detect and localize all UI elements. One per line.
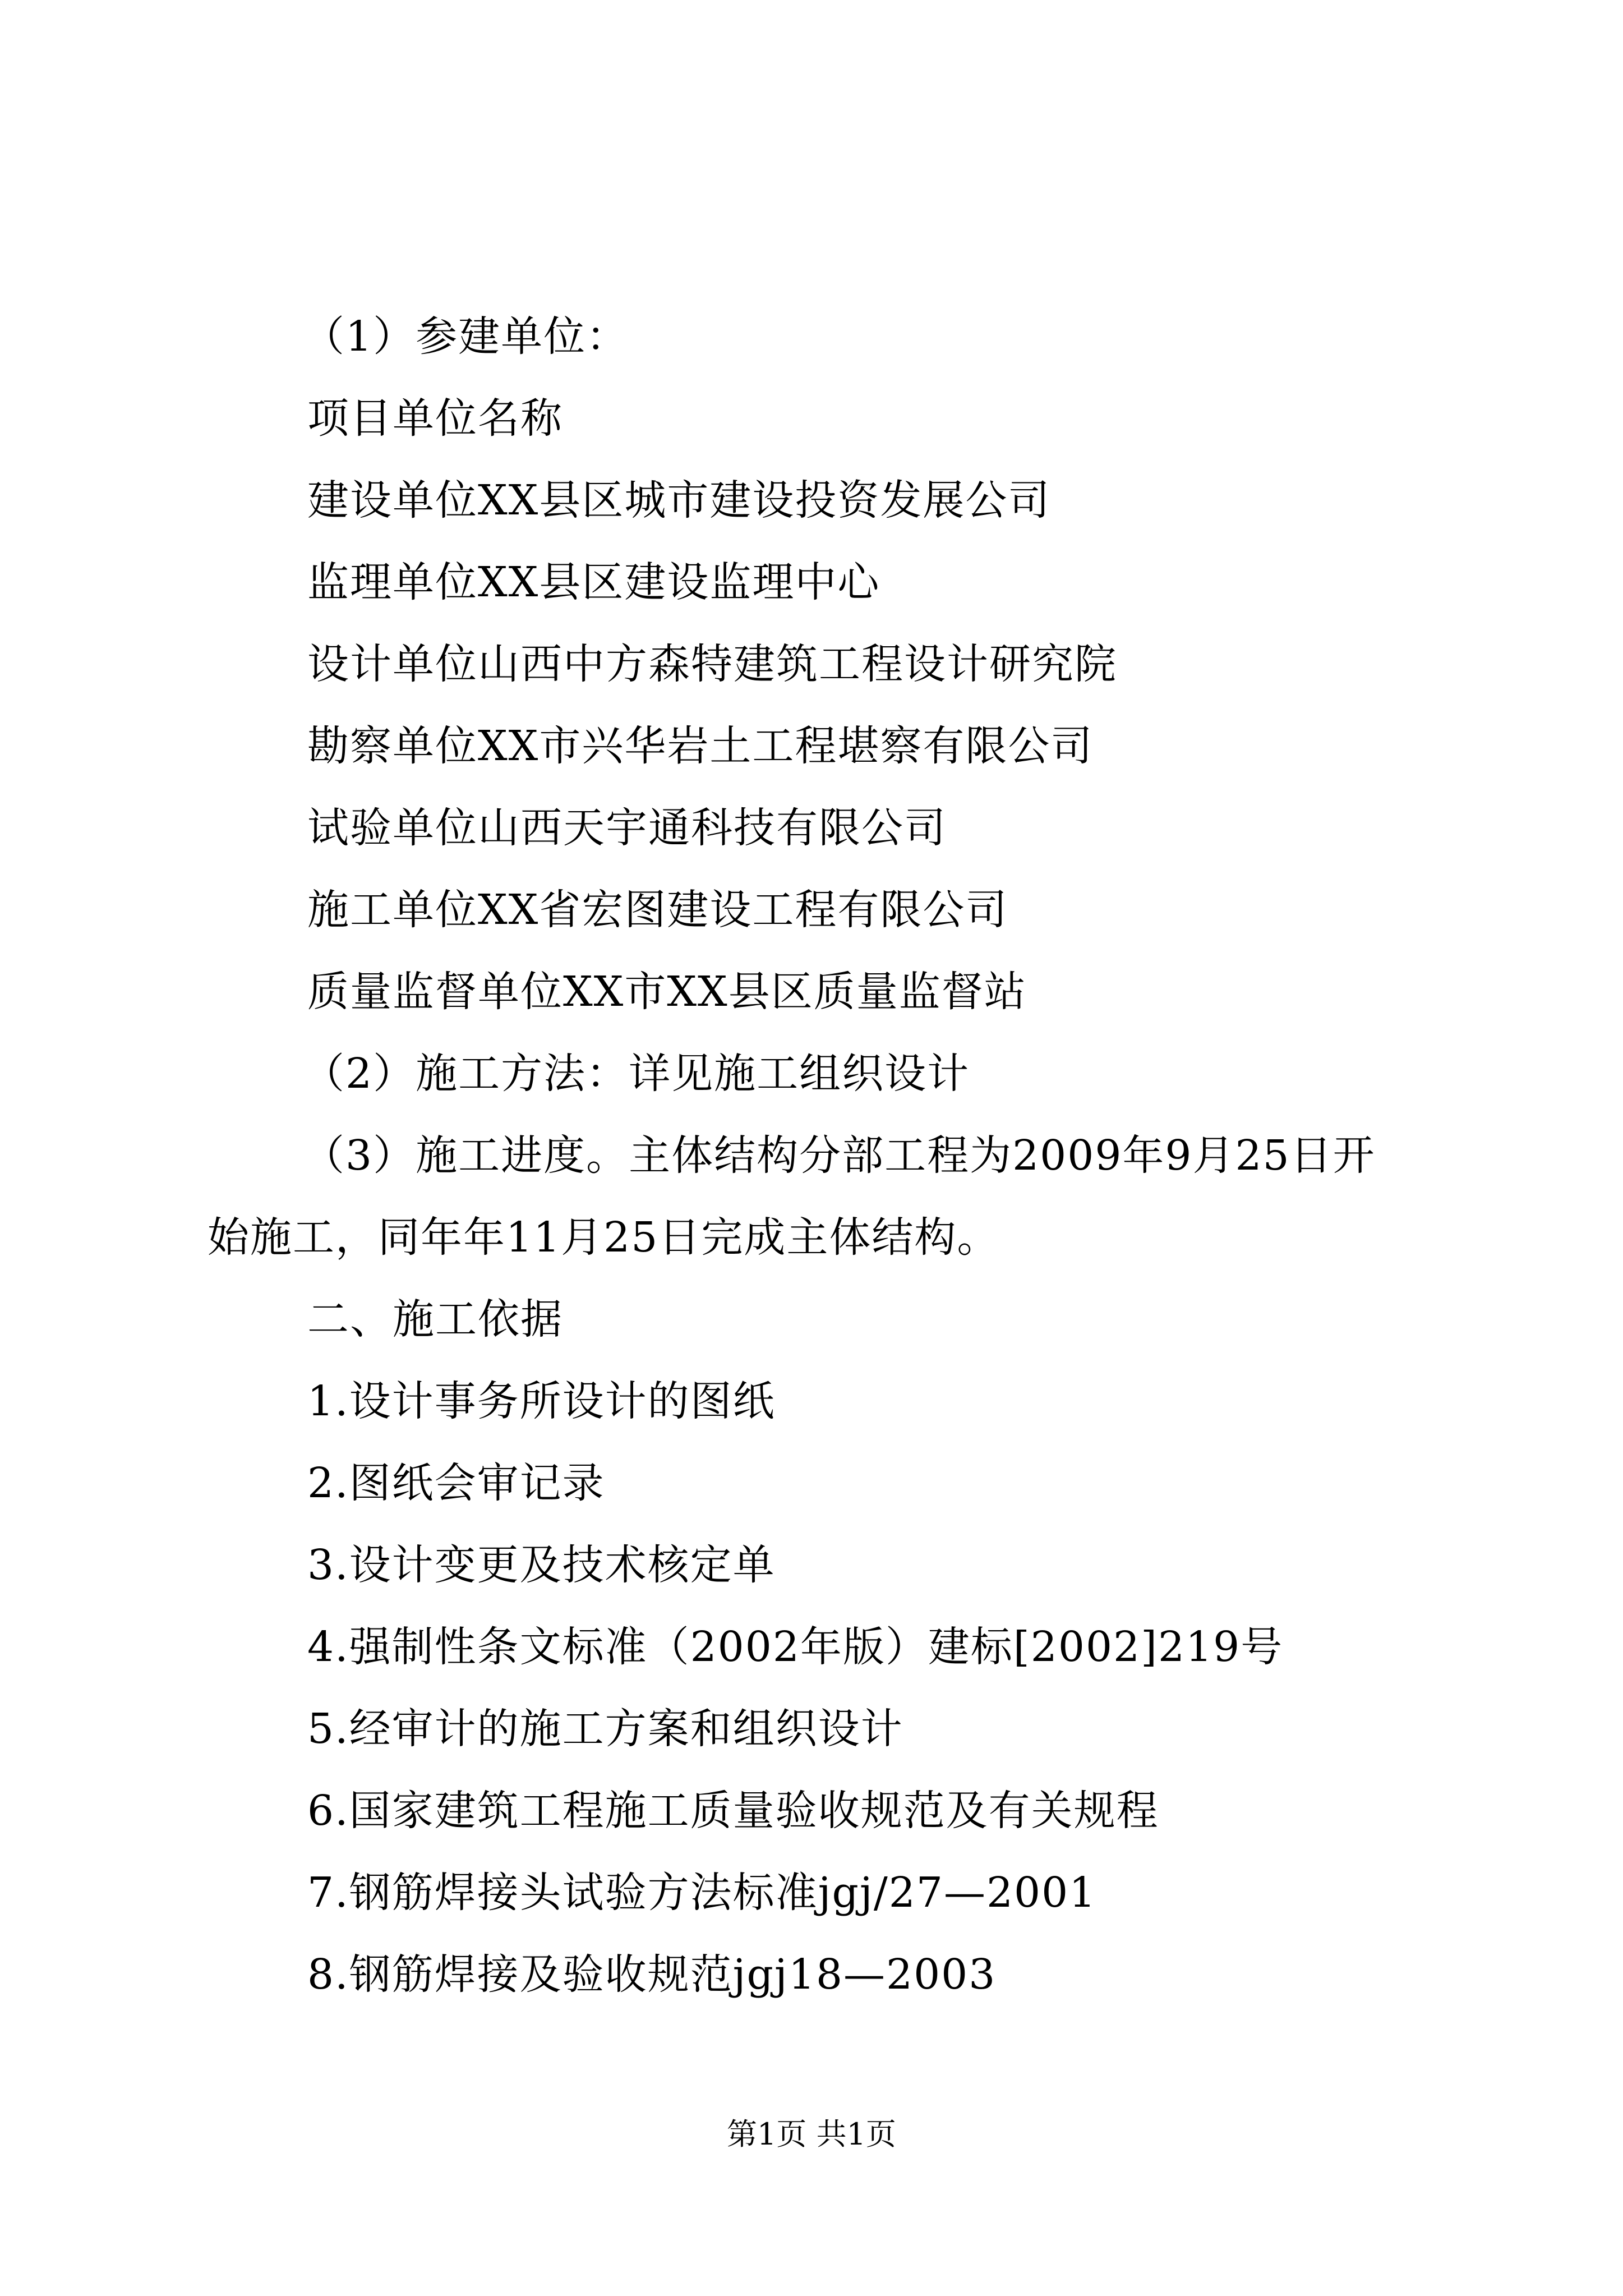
- text-line-design-unit: 设计单位山西中方森特建筑工程设计研究院: [307, 640, 1117, 688]
- text-line-construction-unit: 建设单位XX县区城市建设投资发展公司: [307, 476, 1051, 524]
- text-line-testing-unit: 试验单位山西天宇通科技有限公司: [307, 804, 947, 852]
- text-line-project-unit-header: 项目单位名称: [307, 394, 563, 443]
- list-item-5: 5.经审计的施工方案和组织设计: [307, 1705, 903, 1753]
- text-line-construction-progress: （3）施工进度。主体结构分部工程为2009年9月25日开: [303, 1131, 1376, 1180]
- list-item-8: 8.钢筋焊接及验收规范jgj18—2003: [307, 1950, 997, 1999]
- list-item-1: 1.设计事务所设计的图纸: [307, 1377, 776, 1425]
- text-line-survey-unit: 勘察单位XX市兴华岩土工程堪察有限公司: [307, 722, 1094, 770]
- section-heading-basis: 二、施工依据: [307, 1295, 563, 1343]
- page-footer: 第1页 共1页: [727, 2116, 896, 2152]
- text-line-supervision-unit: 监理单位XX县区建设监理中心: [307, 558, 880, 606]
- text-line-quality-supervision-unit: 质量监督单位XX市XX县区质量监督站: [307, 968, 1027, 1016]
- text-line-construction-method: （2）施工方法：详见施工组织设计: [303, 1050, 970, 1098]
- list-item-4: 4.强制性条文标准（2002年版）建标[2002]219号: [307, 1623, 1284, 1671]
- list-item-7: 7.钢筋焊接头试验方法标准jgj/27—2001: [307, 1869, 1097, 1917]
- text-line-participants-heading: （1）参建单位：: [303, 312, 629, 361]
- list-item-2: 2.图纸会审记录: [307, 1459, 605, 1507]
- list-item-6: 6.国家建筑工程施工质量验收规范及有关规程: [307, 1787, 1159, 1835]
- text-line-contractor-unit: 施工单位XX省宏图建设工程有限公司: [307, 886, 1008, 934]
- text-line-construction-progress-cont: 始施工，同年年11月25日完成主体结构。: [208, 1213, 1000, 1262]
- list-item-3: 3.设计变更及技术核定单: [307, 1541, 776, 1589]
